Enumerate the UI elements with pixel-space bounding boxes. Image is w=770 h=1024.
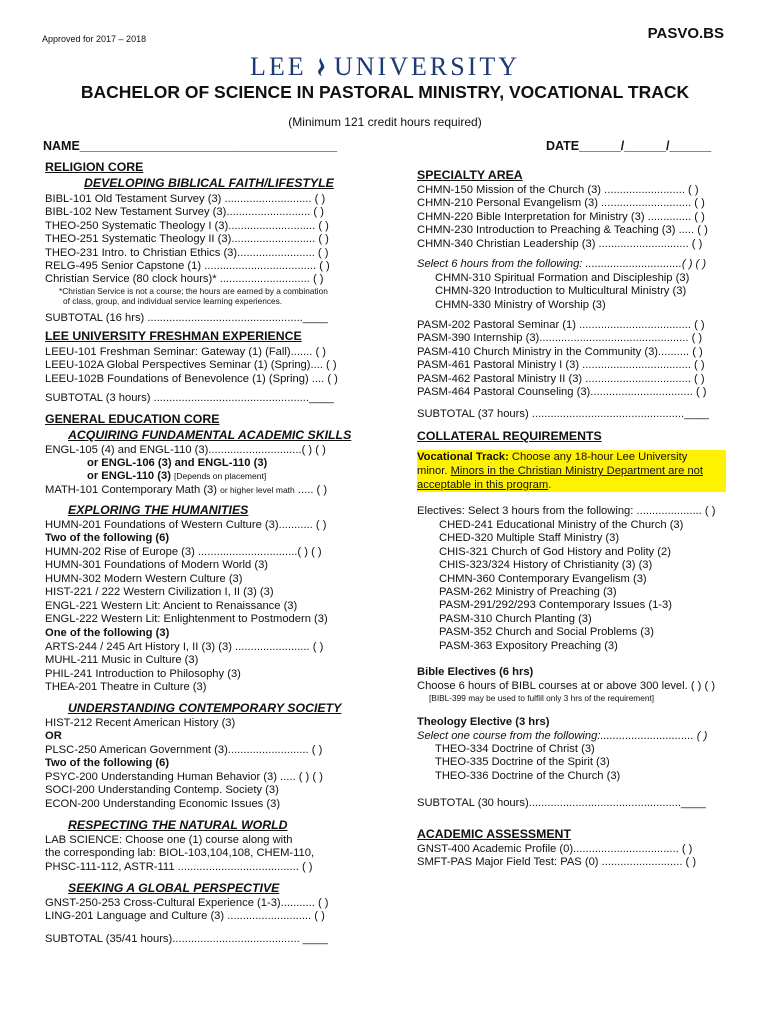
course-row[interactable]: PASM-390 Internship (3)................................................ ( ): [417, 332, 703, 345]
course-row[interactable]: PLSC-250 American Government (3).......................... ( ): [45, 744, 323, 756]
bible-electives-line[interactable]: Choose 6 hours of BIBL courses at or above 300 level. ( ) ( ): [417, 680, 716, 692]
course-row: CHED-320 Multiple Staff Ministry (3): [439, 532, 620, 545]
course-row: PASM-352 Church and Social Problems (3): [439, 626, 654, 639]
course-row[interactable]: THEO-231 Intro. to Christian Ethics (3)......................... ( ): [45, 246, 329, 259]
minor-restriction-cont: acceptable in this program: [417, 479, 549, 491]
course-row[interactable]: HUMN-201 Foundations of Western Culture (3)........... ( ): [45, 519, 327, 531]
university-logo: [250, 50, 520, 84]
program-code: PASVO.BS: [647, 25, 724, 42]
subtotal-freshman: SUBTOTAL (3 hours) ..................................................____: [45, 392, 334, 404]
course-row[interactable]: CHMN-220 Bible Interpretation for Ministry (3) .............. ( ): [417, 210, 705, 223]
course-row: THEO-335 Doctrine of the Spirit (3): [435, 756, 610, 769]
course-row[interactable]: LEEU-101 Freshman Seminar: Gateway (1) (Fall)....... ( ): [45, 346, 327, 358]
course-row: THEO-336 Doctrine of the Church (3): [435, 769, 621, 782]
course-row: CHMN-360 Contemporary Evangelism (3): [439, 572, 647, 585]
section-religion-core: RELIGION CORE: [45, 160, 144, 174]
course-row[interactable]: PASM-462 Pastoral Ministry II (3) .................................. ( ): [417, 372, 705, 385]
course-row: ENGL-221 Western Lit: Ancient to Renaissance (3): [45, 599, 298, 612]
subsection-global-perspective: SEEKING A GLOBAL PERSPECTIVE: [68, 881, 280, 895]
humanities-course-list: [45, 546, 328, 626]
math-note: or higher level math: [220, 485, 295, 495]
course-row: CHED-241 Educational Ministry of the Church (3): [439, 519, 684, 531]
course-row[interactable]: THEO-251 Systematic Theology II (3)........................... ( ): [45, 233, 329, 246]
course-row: PASM-262 Ministry of Preaching (3): [439, 585, 617, 598]
course-row: THEA-201 Theatre in Culture (3): [45, 681, 207, 694]
specialty-course-list: [417, 184, 708, 251]
lab-science-block: [45, 834, 314, 874]
theology-select[interactable]: Select one course from the following:.............................. ( ): [417, 730, 708, 742]
religion-course-list: [45, 193, 330, 287]
subtotal-specialty: SUBTOTAL (37 hours) .................................................____: [417, 408, 710, 420]
course-row: HUMN-302 Modern Western Culture (3): [45, 572, 243, 585]
course-row[interactable]: CHMN-230 Introduction to Preaching & Teaching (3) ..... ( ): [417, 224, 708, 237]
course-row[interactable]: LING-201 Language and Culture (3) ........................... ( ): [45, 910, 325, 923]
assessment-list: [417, 843, 696, 870]
section-freshman-experience: LEE UNIVERSITY FRESHMAN EXPERIENCE: [45, 329, 302, 343]
course-row: LAB SCIENCE: Choose one (1) course along with: [45, 834, 293, 846]
service-note-cont: of class, group, and individual service learning experiences.: [63, 296, 283, 306]
course-row[interactable]: GNST-400 Academic Profile (0).................................. ( ): [417, 843, 693, 855]
course-row: [87, 470, 266, 483]
logo-text-left: LEE: [250, 52, 307, 81]
course-row: SOCI-200 Understanding Contemp. Society (3): [45, 784, 279, 797]
subsection-academic-skills: ACQUIRING FUNDAMENTAL ACADEMIC SKILLS: [68, 428, 352, 442]
course-row: or ENGL-106 (3) and ENGL-110 (3): [87, 457, 268, 469]
subtotal-general-education: SUBTOTAL (35/41 hours)......................................... ____: [45, 933, 328, 945]
course-row[interactable]: THEO-250 Systematic Theology I (3)............................ ( ): [45, 219, 329, 232]
course-row[interactable]: CHMN-210 Personal Evangelism (3) ............................. ( ): [417, 197, 705, 210]
requirement-label: Two of the following (6): [45, 757, 170, 769]
course-row: HIST-212 Recent American History (3): [45, 717, 236, 729]
course-row: PASM-363 Expository Preaching (3): [439, 639, 618, 652]
course-row[interactable]: PASM-202 Pastoral Seminar (1) .................................... ( ): [417, 319, 705, 331]
select-six-course-list: [435, 272, 689, 312]
requirement-label: One of the following (3): [45, 627, 170, 639]
freshman-course-list: [45, 346, 338, 386]
math-check: ..... ( ): [297, 484, 328, 496]
course-row: THEO-334 Doctrine of Christ (3): [435, 743, 595, 755]
vocational-track-line: [417, 451, 687, 464]
vocational-track-label: Vocational Track:: [417, 451, 509, 463]
course-row[interactable]: Christian Service (80 clock hours)* ............................. ( ): [45, 273, 324, 286]
vocational-track-line: [417, 479, 551, 492]
theology-course-list: [435, 743, 620, 783]
math-course: MATH-101 Contemporary Math (3): [45, 484, 218, 496]
section-specialty-area: SPECIALTY AREA: [417, 168, 523, 182]
section-academic-assessment: ACADEMIC ASSESSMENT: [417, 827, 571, 841]
course-row: PASM-310 Church Planting (3): [439, 612, 592, 625]
requirement-label: Two of the following (6): [45, 532, 170, 544]
vocational-track-text: Choose any 18-hour Lee University: [508, 451, 688, 463]
subsection-humanities: EXPLORING THE HUMANITIES: [68, 503, 249, 517]
course-row[interactable]: LEEU-102B Foundations of Benevolence (1) (Spring) .... ( ): [45, 372, 338, 385]
course-row: CHMN-320 Introduction to Multicultural Ministry (3): [435, 285, 687, 298]
select-six-hours[interactable]: Select 6 hours from the following: ...............................( ) ( ): [417, 258, 707, 270]
course-row[interactable]: ENGL-105 (4) and ENGL-110 (3)..............................( ) ( ): [45, 444, 326, 456]
course-row: HUMN-301 Foundations of Modern World (3): [45, 559, 269, 572]
electives-course-list: [439, 519, 683, 653]
course-row: HIST-221 / 222 Western Civilization I, II (3) (3): [45, 586, 274, 599]
course-row[interactable]: RELG-495 Senior Capstone (1) .................................... ( ): [45, 259, 330, 272]
course-row[interactable]: ARTS-244 / 245 Art History I, II (3) (3) ........................ ( ): [45, 641, 324, 653]
pastoral-course-list: [417, 319, 707, 399]
course-row[interactable]: SMFT-PAS Major Field Test: PAS (0) .......................... ( ): [417, 856, 697, 869]
course-row[interactable]: HUMN-202 Rise of Europe (3) ................................( ) ( ): [45, 546, 322, 558]
course-row: CHIS-321 Church of God History and Polity (2): [439, 545, 671, 558]
course-row: CHIS-323/324 History of Christianity (3) (3): [439, 559, 653, 572]
course-row[interactable]: BIBL-102 New Testament Survey (3)........................... ( ): [45, 206, 324, 219]
course-row[interactable]: PASM-464 Pastoral Counseling (3)................................. ( ): [417, 385, 707, 398]
course-row[interactable]: PSYC-200 Understanding Human Behavior (3) ..... ( ) ( ): [45, 771, 323, 783]
placement-note: [Depends on placement]: [174, 471, 267, 481]
course-row: ENGL-222 Western Lit: Enlightenment to Postmodern (3): [45, 612, 328, 625]
section-collateral-requirements: COLLATERAL REQUIREMENTS: [417, 429, 602, 443]
course-row: PASM-291/292/293 Contemporary Issues (1-3): [439, 599, 672, 612]
course-row: PHIL-241 Introduction to Philosophy (3): [45, 667, 241, 680]
flame-logo-icon: [313, 52, 328, 82]
course-row[interactable]: LEEU-102A Global Perspectives Seminar (1) (Spring).... ( ): [45, 359, 337, 372]
or-label: OR: [45, 730, 62, 742]
approval-note: Approved for 2017 – 2018: [42, 34, 147, 44]
document-subtitle: (Minimum 121 credit hours required): [288, 115, 482, 129]
bible-electives-heading: Bible Electives (6 hrs): [417, 666, 534, 678]
course-row: CHMN-310 Spiritual Formation and Discipleship (3): [435, 272, 690, 284]
course-row[interactable]: GNST-250-253 Cross-Cultural Experience (1-3)........... ( ): [45, 897, 329, 909]
global-course-list: [45, 897, 329, 924]
service-note: *Christian Service is not a course; the hours are earned by a combination: [59, 286, 328, 296]
course-row: ECON-200 Understanding Economic Issues (3): [45, 797, 281, 810]
period: .: [548, 479, 552, 491]
subtotal-collateral: SUBTOTAL (30 hours).................................................____: [417, 797, 706, 809]
electives-select[interactable]: Electives: Select 3 hours from the following: ..................... ( ): [417, 505, 716, 517]
course-row[interactable]: PASM-461 Pastoral Ministry I (3) ................................... ( ): [417, 359, 705, 372]
logo-text-right: UNIVERSITY: [334, 52, 520, 81]
theology-elective-heading: Theology Elective (3 hrs): [417, 716, 550, 728]
subtotal-religion: SUBTOTAL (16 hrs) ..................................................____: [45, 312, 328, 324]
minor-text: minor.: [417, 465, 448, 477]
course-row[interactable]: [45, 484, 327, 497]
subsection-biblical-faith: DEVELOPING BIBLICAL FAITH/LIFESTYLE: [84, 176, 334, 190]
document-title: BACHELOR OF SCIENCE IN PASTORAL MINISTRY, VOCATIONAL TRACK: [80, 82, 690, 102]
bible-electives-note: [BIBL-399 may be used to fulfill only 3 hrs of the requirement]: [429, 693, 655, 703]
vocational-track-line: [417, 465, 703, 478]
course-row: the corresponding lab: BIOL-103,104,108, CHEM-110,: [45, 847, 315, 860]
course-row[interactable]: BIBL-101 Old Testament Survey (3) ............................ ( ): [45, 193, 326, 205]
course-row[interactable]: PASM-410 Church Ministry in the Community (3).......... ( ): [417, 345, 703, 358]
course-row[interactable]: PHSC-111-112, ASTR-111 ....................................... ( ): [45, 860, 313, 873]
minor-restriction: Minors in the Christian Ministry Department are not: [450, 465, 704, 477]
date-field[interactable]: DATE______/______/______: [546, 139, 712, 153]
arts-course-list: [45, 641, 323, 695]
section-general-education: GENERAL EDUCATION CORE: [45, 412, 220, 426]
subsection-contemporary-society: UNDERSTANDING CONTEMPORARY SOCIETY: [68, 701, 342, 715]
subsection-natural-world: RESPECTING THE NATURAL WORLD: [68, 818, 288, 832]
course-row: CHMN-330 Ministry of Worship (3): [435, 298, 606, 311]
society-course-list: [45, 771, 323, 811]
course-row[interactable]: CHMN-150 Mission of the Church (3) .......................... ( ): [417, 184, 699, 196]
engl-option: or ENGL-110 (3): [87, 470, 171, 482]
course-row: MUHL-211 Music in Culture (3): [45, 654, 199, 667]
course-row[interactable]: CHMN-340 Christian Leadership (3) ............................. ( ): [417, 237, 703, 250]
name-field[interactable]: NAME_____________________________________: [43, 139, 338, 153]
